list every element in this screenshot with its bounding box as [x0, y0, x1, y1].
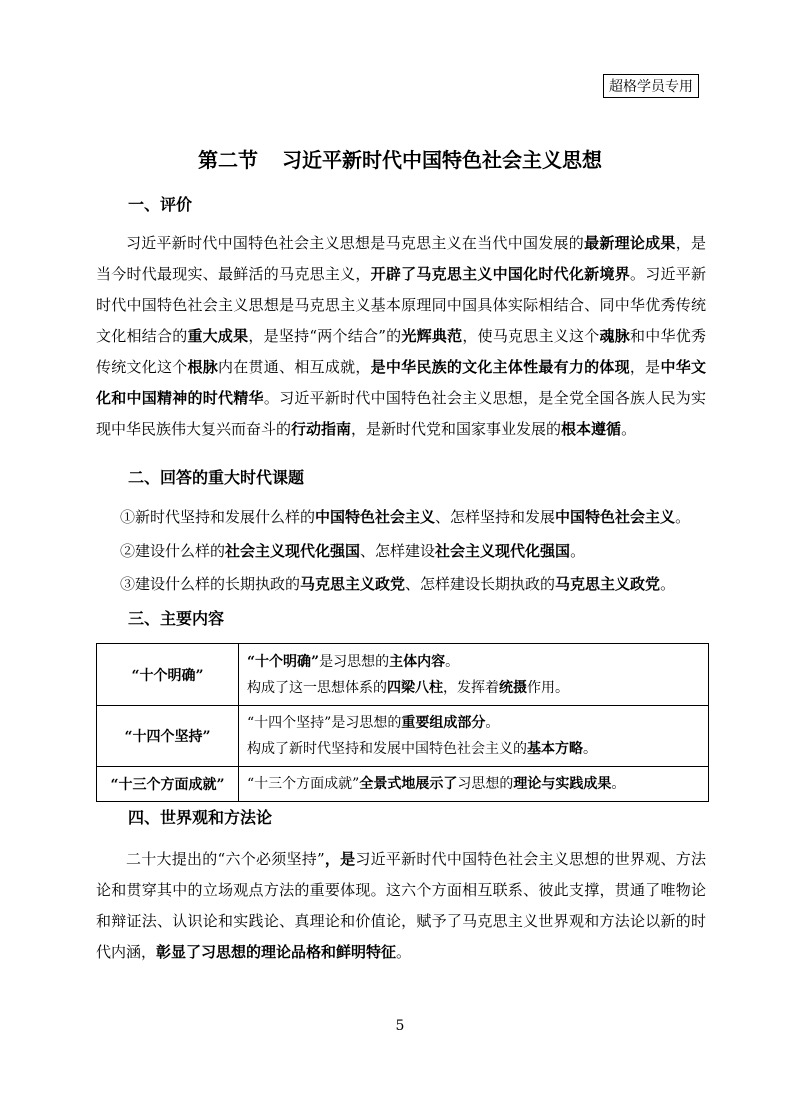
topic-item: ③建设什么样的长期执政的马克思主义政党、怎样建设长期执政的马克思主义政党。 — [120, 575, 676, 593]
table-value: “十个明确”是习思想的主体内容。 构成了这一思想体系的四梁八柱，发挥着统摄作用。 — [239, 644, 709, 706]
table-key: “十个明确” — [97, 644, 239, 706]
table-key: “十四个坚持” — [97, 706, 239, 767]
main-content-table — [96, 643, 709, 802]
topic-item: ①新时代坚持和发展什么样的中国特色社会主义、怎样坚持和发展中国特色社会主义。 — [120, 508, 691, 526]
table-row — [97, 644, 709, 706]
topic-item: ②建设什么样的社会主义现代化强国、怎样建设社会主义现代化强国。 — [120, 542, 586, 560]
heading-worldview-methodology: 四、世界观和方法论 — [128, 808, 273, 827]
table-value: “十三个方面成就”全景式地展示了习思想的理论与实践成果。 — [239, 767, 709, 802]
heading-evaluation: 一、评价 — [128, 195, 193, 214]
worldview-paragraph: 二十大提出的“六个必须坚持”，是习近平新时代中国特色社会主义思想的世界观、方法论和贯穿其中的立场观点方法的重要体现。这六个方面相互联系、彼此支撑，贯通了唯物论和辩证法、认识论和实践论、真理论和价值论，赋予了马克思主义世界观和方法论以新的时代内涵，彰显了习思想的理论品格和鲜明特征。 — [96, 850, 706, 961]
page-title — [0, 146, 800, 174]
student-only-stamp: 超格学员专用 — [603, 74, 699, 98]
evaluation-paragraph: 习近平新时代中国特色社会主义思想是马克思主义在当代中国发展的最新理论成果，是当今时代最现实、最鲜活的马克思主义，开辟了马克思主义中国化时代化新境界。习近平新时代中国特色社会主义思想是马克思主义基本原理同中国具体实际相结合、同中华优秀传统文化相结合的重大成果，是坚持“两个结合”的光辉典范，使马克思主义这个魂脉和中华优秀传统文化这个根脉内在贯通、相互成就，是中华民族的文化主体性最有力的体现，是中华文化和中国精神的时代精华。习近平新时代中国特色社会主义思想，是全党全国各族人民为实现中华民族伟大复兴而奋斗的行动指南，是新时代党和国家事业发展的根本遵循。 — [96, 234, 706, 438]
page-number: 5 — [395, 1018, 405, 1034]
section-number: 第二节 — [198, 148, 258, 172]
heading-main-content: 三、主要内容 — [128, 609, 225, 628]
heading-major-topics: 二、回答的重大时代课题 — [128, 468, 305, 487]
section-name: 习近平新时代中国特色社会主义思想 — [282, 148, 602, 172]
table-value: “十四个坚持”是习思想的重要组成部分。 构成了新时代坚持和发展中国特色社会主义的基本方略。 — [239, 706, 709, 767]
table-row — [97, 767, 709, 802]
table-row — [97, 706, 709, 767]
table-key: “十三个方面成就” — [97, 767, 239, 802]
